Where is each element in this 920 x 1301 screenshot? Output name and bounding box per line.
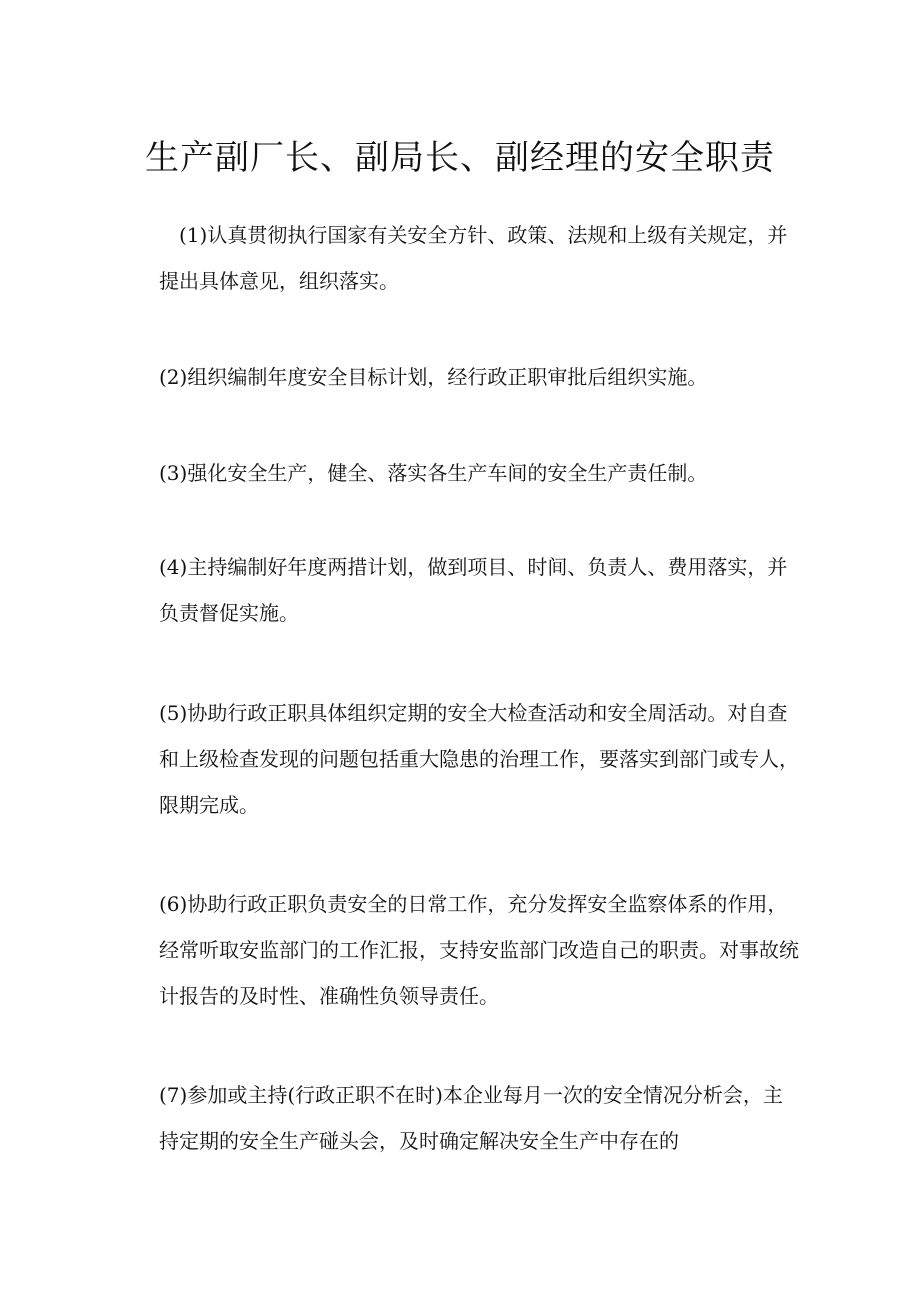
paragraph-line: (2)组织编制年度安全目标计划，经行政正职审批后组织实施。 (159, 365, 708, 389)
paragraph-line: 负责督促实施。 (159, 601, 299, 625)
paragraph-line: (7)参加或主持(行政正职不在时)本企业每月一次的安全情况分析会，主 (159, 1083, 783, 1107)
paragraph-line: 计报告的及时性、准确性负领导责任。 (159, 984, 499, 1008)
paragraph-7 (159, 1072, 799, 1164)
paragraph-line: (4)主持编制好年度两措计划，做到项目、时间、负责人、费用落实，并 (159, 555, 788, 579)
paragraph-6 (159, 881, 799, 1019)
paragraph-line: 持定期的安全生产碰头会，及时确定解决安全生产中存在的 (159, 1129, 679, 1153)
document-title: 生产副厂长、副局长、副经理的安全职责 (145, 138, 775, 178)
paragraph-line: 经常听取安监部门的工作汇报，支持安监部门改造自己的职责。对事故统 (159, 938, 799, 962)
paragraph-line: 限期完成。 (159, 793, 259, 817)
paragraph-line: (5)协助行政正职具体组织定期的安全大检查活动和安全周活动。对自查 (159, 701, 788, 725)
paragraph-5 (159, 690, 799, 828)
paragraph-4 (159, 544, 799, 636)
paragraph-line: 提出具体意见，组织落实。 (159, 269, 399, 293)
paragraph-3 (159, 450, 799, 496)
paragraph-line: (6)协助行政正职负责安全的日常工作，充分发挥安全监察体系的作用， (159, 892, 788, 916)
paragraph-line: (3)强化安全生产，健全、落实各生产车间的安全生产责任制。 (159, 461, 708, 485)
paragraph-2 (159, 354, 799, 400)
paragraph-line: (1)认真贯彻执行国家有关安全方针、政策、法规和上级有关规定，并 (179, 223, 788, 247)
paragraph-line: 和上级检查发现的问题包括重大隐患的治理工作，要落实到部门或专人， (159, 747, 799, 771)
paragraph-1 (159, 212, 799, 304)
